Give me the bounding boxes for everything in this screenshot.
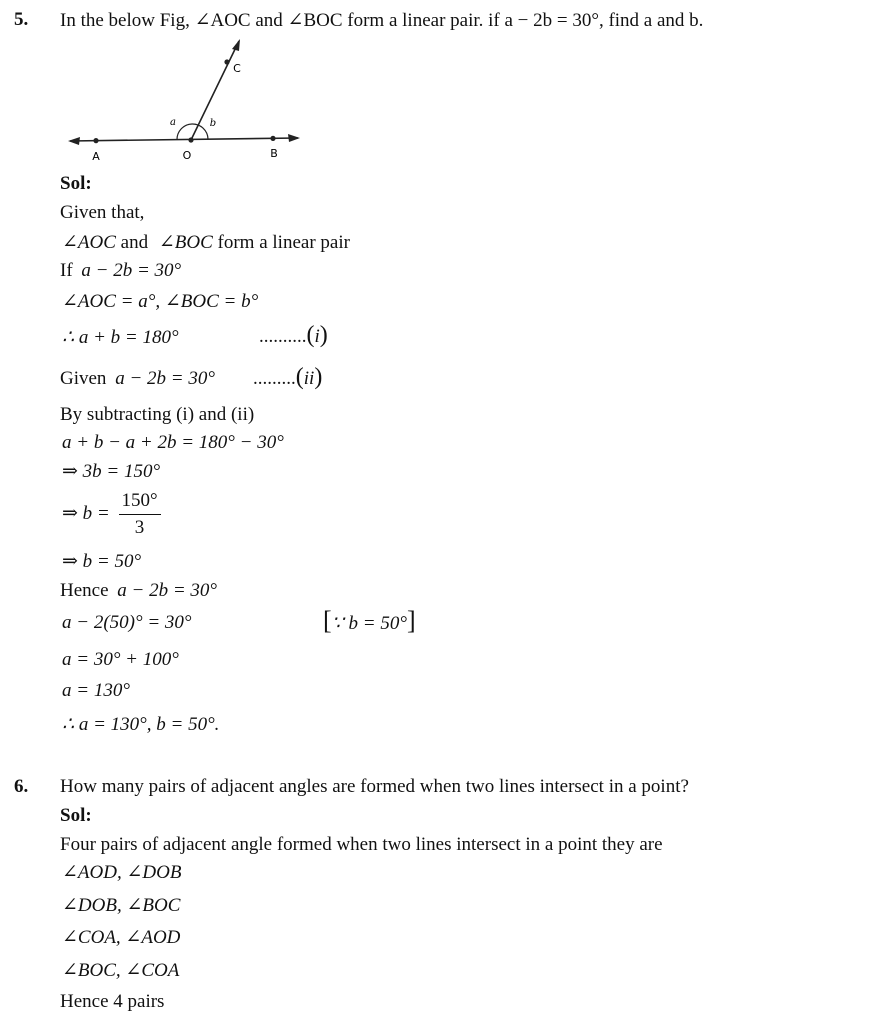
question-5-text: In the below Fig, ∠AOC and ∠BOC form a linear pair. if a − 2b = 30°, find a and b. [60,10,704,31]
question-5-number: 5. [14,9,29,30]
if-expr: a − 2b = 30° [81,260,182,281]
point-b-dot [270,136,275,141]
point-a-dot [93,138,98,143]
q5-line-fraction [62,490,161,539]
label-c: C [233,62,241,75]
line-ab [70,138,298,141]
q6-answer: Four pairs of adjacent angle formed when two lines intersect in a point they are [60,834,663,855]
reason-text: ∵ b = 50° [331,613,407,634]
angle-boc: ∠BOC [158,232,213,253]
question-6-number: 6. [14,776,29,797]
point-o-dot [188,137,193,142]
given-expr: a − 2b = 30° [115,368,215,389]
q5-line-sub-expr: a + b − a + 2b = 180° − 30° [62,432,284,453]
hence-expr: a − 2b = 30° [117,580,218,601]
q5-line-a-value: a = 130° [62,680,130,701]
tag-i: i [314,326,320,347]
dots-ii: ......... [253,368,296,389]
q5-line-hence [60,580,217,602]
fraction-numerator: 150° [119,490,161,515]
q6-pair-1: ∠AOD, ∠DOB [62,862,182,883]
q5-line-subtracting: By subtracting (i) and (ii) [60,404,255,425]
fraction-denominator: 3 [134,517,145,538]
q6-sol-label: Sol: [60,805,92,826]
q5-eq-i-tag: ..........(i) [259,322,328,348]
q5-reason: [∵ b = 50°] [323,606,416,635]
word-hence: Hence [60,580,109,601]
arrow-up-icon [232,39,240,51]
question-6-text: How many pairs of adjacent angles are formed when two lines intersect in a point? [60,776,689,797]
linear-pair-figure [60,35,320,170]
angle-aoc: ∠AOC [62,232,116,253]
label-angle-a: a [170,117,176,128]
q6-pair-2: ∠DOB, ∠BOC [62,895,181,916]
word-if: If [60,260,73,281]
q5-line-substitute: a − 2(50)° = 30° [62,612,192,633]
q5-given-that: Given that, [60,202,145,223]
word-given: Given [60,368,107,389]
q5-line-3b: ⇒ 3b = 150° [62,461,161,482]
label-a: A [92,150,100,163]
word-and: and [120,232,149,253]
fraction-lhs: ⇒ b = [62,502,110,524]
q5-line-final: ∴ a = 130°, b = 50°. [62,714,220,735]
fraction [119,490,161,539]
point-c-dot [224,59,229,64]
q5-sol-label: Sol: [60,173,92,194]
q6-pair-4: ∠BOC, ∠COA [62,960,180,981]
tag-ii: ii [303,368,315,389]
label-b: B [270,147,278,160]
q5-line-a-sum: a = 30° + 100° [62,649,179,670]
label-angle-b: b [209,118,217,129]
dots-i: .......... [259,326,307,347]
arrow-left-icon [68,137,80,145]
label-o: O [182,149,192,162]
q5-line-linear-pair [62,231,350,254]
q6-conclusion: Hence 4 pairs [60,991,165,1012]
q5-eq-ii-tag: .........(ii) [253,364,323,390]
q5-line-angle-defs: ∠AOC = a°, ∠BOC = b° [62,291,259,312]
q5-line-given-eq [60,368,215,390]
q5-line-b-value: ⇒ b = 50° [62,551,142,572]
q6-pair-3: ∠COA, ∠AOD [62,927,181,948]
q5-line-sum: ∴ a + b = 180° [62,327,179,348]
arrow-right-icon [288,134,300,142]
q5-line-if [60,260,181,282]
linear-pair-text: form a linear pair [217,232,350,253]
